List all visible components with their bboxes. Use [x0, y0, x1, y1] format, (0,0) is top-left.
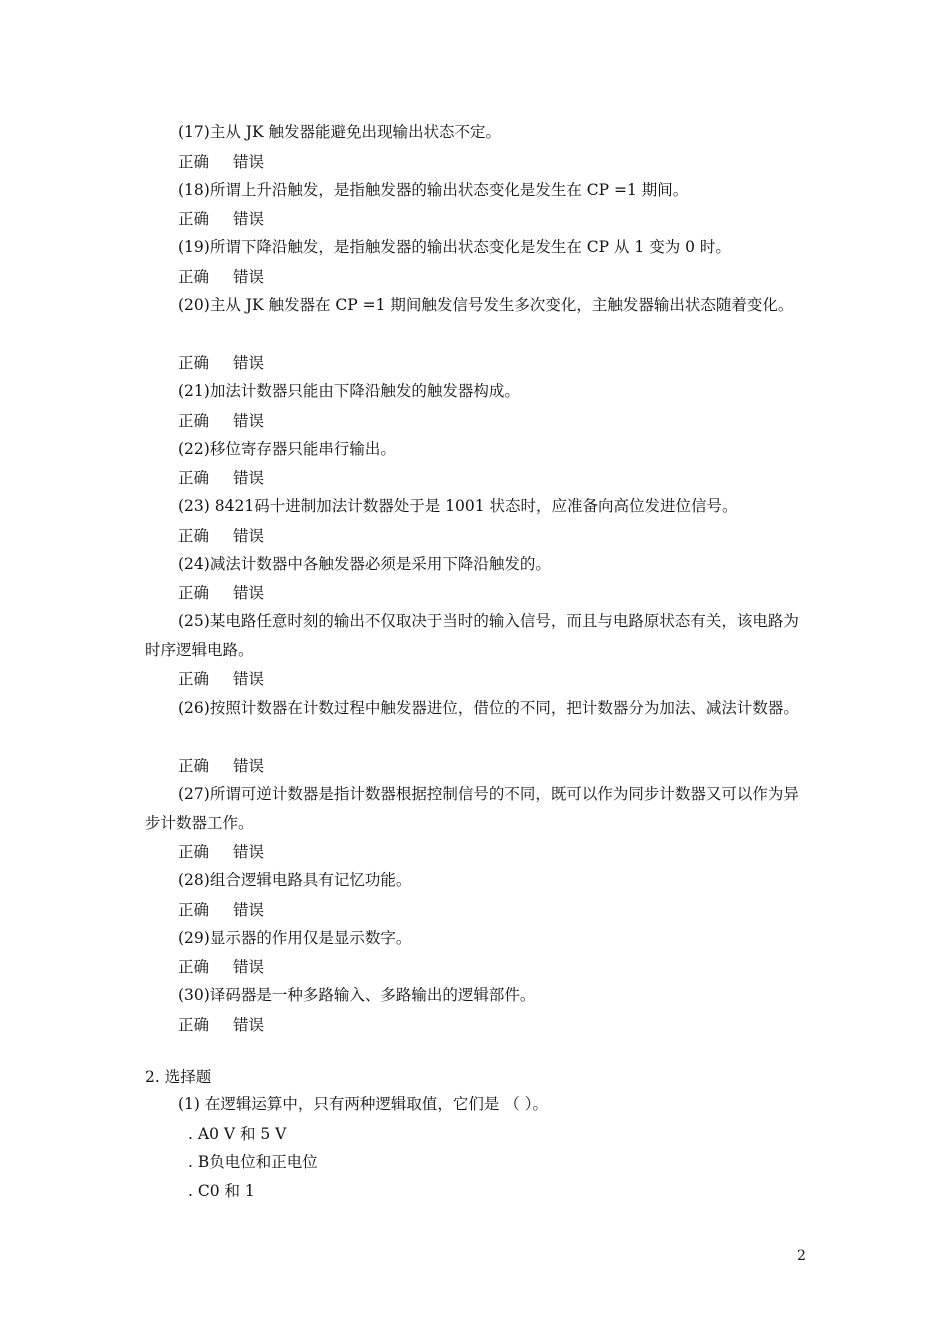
question-20 — [145, 291, 805, 320]
option-wrong[interactable]: 错误 — [233, 153, 265, 171]
question-text: 某电路任意时刻的输出不仅取决于当时的输入信号，而且与电路原状态有关，该电路为时序逻辑电路。 — [145, 612, 799, 659]
question-number: (26) — [178, 699, 210, 717]
option-wrong[interactable]: 错误 — [233, 1016, 265, 1034]
question-text: 所谓上升沿触发，是指触发器的输出状态变化是发生在 CP =1 期间。 — [209, 181, 689, 199]
question-27 — [145, 780, 805, 838]
option-correct[interactable]: 正确 — [178, 527, 210, 545]
question-number: (20) — [178, 296, 210, 314]
option-wrong[interactable]: 错误 — [233, 958, 265, 976]
answer-options-19 — [178, 267, 264, 287]
question-number: (28) — [178, 871, 210, 889]
page-number: 2 — [797, 1248, 806, 1264]
choice-text: 0 和 1 — [209, 1182, 255, 1200]
answer-options-22 — [178, 468, 264, 488]
question-text: 移位寄存器只能串行输出。 — [209, 440, 396, 458]
answer-options-17 — [178, 152, 264, 172]
option-wrong[interactable]: 错误 — [233, 901, 265, 919]
option-correct[interactable]: 正确 — [178, 469, 210, 487]
answer-options-26 — [178, 756, 264, 776]
choice-label: . C — [188, 1182, 210, 1200]
question-text: 主从 JK 触发器能避免出现输出状态不定。 — [209, 123, 501, 141]
answer-options-29 — [178, 957, 264, 977]
option-wrong[interactable]: 错误 — [233, 527, 265, 545]
choice-label: . A — [188, 1125, 210, 1143]
question-29 — [178, 924, 808, 953]
question-text: 译码器是一种多路输入、多路输出的逻辑部件。 — [209, 986, 536, 1004]
question-19 — [178, 233, 808, 262]
answer-options-23 — [178, 526, 264, 546]
question-text: 组合逻辑电路具有记忆功能。 — [209, 871, 412, 889]
answer-options-20 — [178, 353, 264, 373]
question-30 — [178, 981, 808, 1010]
choice-a[interactable] — [188, 1124, 286, 1144]
option-correct[interactable]: 正确 — [178, 268, 210, 286]
question-text: 8421码十进制加法计数器处于是 1001 状态时，应准备向高位发进位信号。 — [209, 497, 738, 515]
answer-options-24 — [178, 583, 264, 603]
question-28 — [178, 866, 808, 895]
question-number: (30) — [178, 986, 210, 1004]
question-26 — [145, 694, 805, 723]
answer-options-21 — [178, 411, 264, 431]
question-number: (17) — [178, 123, 210, 141]
question-17 — [178, 118, 808, 147]
question-23 — [178, 492, 808, 521]
option-wrong[interactable]: 错误 — [233, 843, 265, 861]
choice-text: 负电位和正电位 — [209, 1153, 318, 1171]
option-wrong[interactable]: 错误 — [233, 757, 265, 775]
answer-options-25 — [178, 669, 264, 689]
choice-question-1: (1) 在逻辑运算中，只有两种逻辑取值，它们是 （ ）。 — [178, 1095, 548, 1113]
option-wrong[interactable]: 错误 — [233, 354, 265, 372]
question-number: (25) — [178, 612, 210, 630]
option-wrong[interactable]: 错误 — [233, 469, 265, 487]
choice-b[interactable] — [188, 1152, 318, 1172]
option-wrong[interactable]: 错误 — [233, 670, 265, 688]
option-correct[interactable]: 正确 — [178, 901, 210, 919]
option-correct[interactable]: 正确 — [178, 670, 210, 688]
question-number: (23) — [178, 497, 210, 515]
choice-c[interactable] — [188, 1181, 255, 1201]
question-text: 显示器的作用仅是显示数字。 — [209, 929, 412, 947]
answer-options-27 — [178, 842, 264, 862]
question-25 — [145, 607, 805, 665]
question-number: (22) — [178, 440, 210, 458]
choice-label: . B — [188, 1153, 210, 1171]
option-correct[interactable]: 正确 — [178, 1016, 210, 1034]
option-correct[interactable]: 正确 — [178, 354, 210, 372]
option-correct[interactable]: 正确 — [178, 958, 210, 976]
question-24 — [178, 550, 808, 579]
option-correct[interactable]: 正确 — [178, 584, 210, 602]
option-correct[interactable]: 正确 — [178, 843, 210, 861]
option-wrong[interactable]: 错误 — [233, 210, 265, 228]
answer-options-18 — [178, 209, 264, 229]
option-correct[interactable]: 正确 — [178, 153, 210, 171]
question-number: (27) — [178, 785, 210, 803]
question-18 — [178, 176, 808, 205]
answer-options-30 — [178, 1015, 264, 1035]
question-number: (24) — [178, 555, 210, 573]
option-wrong[interactable]: 错误 — [233, 412, 265, 430]
answer-options-28 — [178, 900, 264, 920]
question-22 — [178, 435, 808, 464]
question-text: 主从 JK 触发器在 CP =1 期间触发信号发生多次变化，主触发器输出状态随着变化。 — [209, 296, 794, 314]
question-number: (21) — [178, 382, 210, 400]
question-number: (19) — [178, 238, 210, 256]
question-text: 按照计数器在计数过程中触发器进位，借位的不同，把计数器分为加法、减法计数器。 — [209, 699, 799, 717]
question-21 — [178, 377, 808, 406]
question-text: 加法计数器只能由下降沿触发的触发器构成。 — [209, 382, 520, 400]
section-title: 2. 选择题 — [145, 1068, 212, 1086]
option-correct[interactable]: 正确 — [178, 210, 210, 228]
question-text: 所谓可逆计数器是指计数器根据控制信号的不同，既可以作为同步计数器又可以作为异步计数器工作。 — [145, 785, 799, 832]
question-number: (18) — [178, 181, 210, 199]
option-wrong[interactable]: 错误 — [233, 584, 265, 602]
question-text: 减法计数器中各触发器必须是采用下降沿触发的。 — [209, 555, 551, 573]
question-text: 所谓下降沿触发，是指触发器的输出状态变化是发生在 CP 从 1 变为 0 时。 — [209, 238, 731, 256]
choice-text: 0 V 和 5 V — [209, 1125, 287, 1143]
option-correct[interactable]: 正确 — [178, 412, 210, 430]
option-wrong[interactable]: 错误 — [233, 268, 265, 286]
question-number: (29) — [178, 929, 210, 947]
option-correct[interactable]: 正确 — [178, 757, 210, 775]
